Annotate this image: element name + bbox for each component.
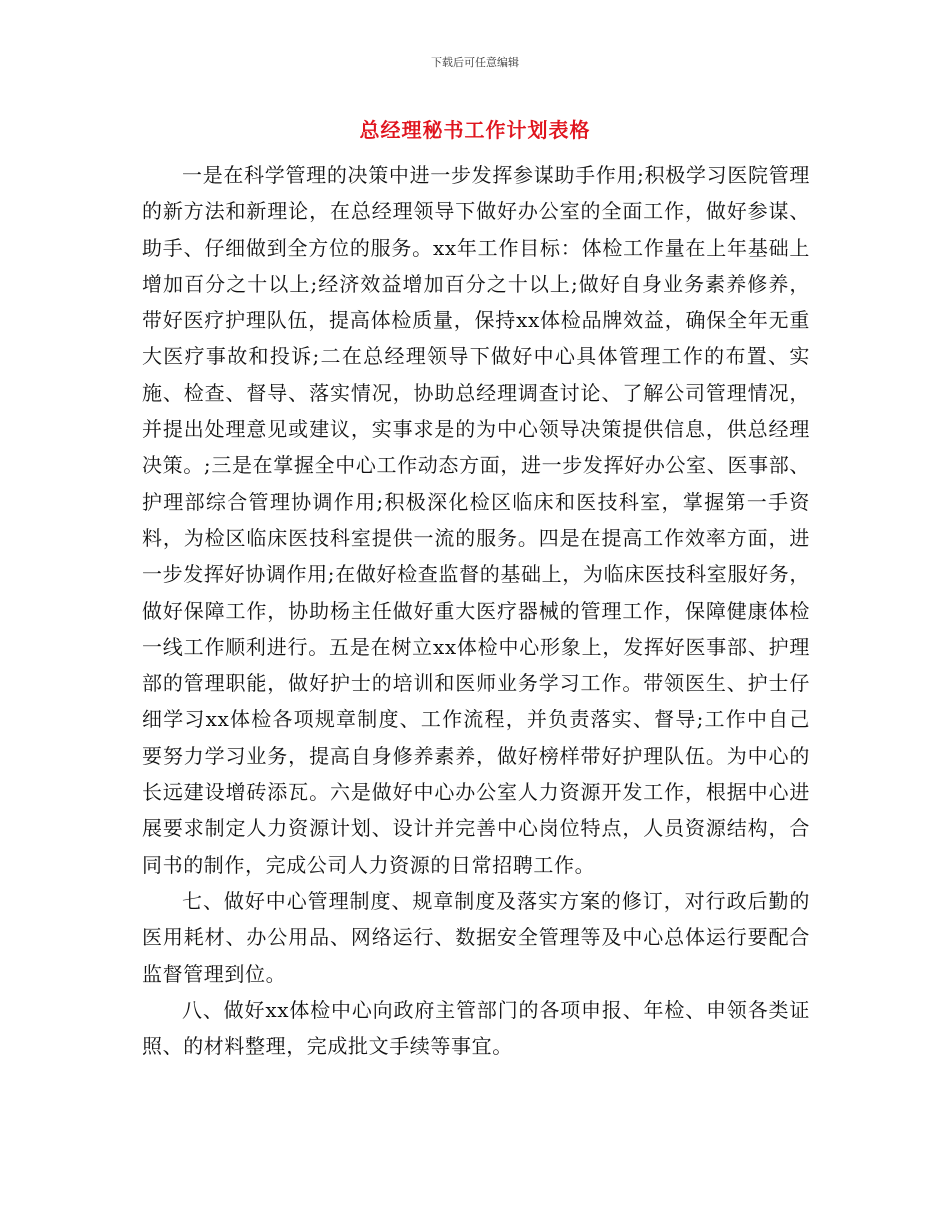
paragraph-3: 八、做好xx体检中心向政府主管部门的各项申报、年检、申领各类证照、的材料整理，完成批文手续等事宜。 — [142, 997, 810, 1059]
document-body — [142, 157, 810, 1064]
document-title: 总经理秘书工作计划表格 — [359, 118, 591, 142]
paragraph-1: 一是在科学管理的决策中进一步发挥参谋助手作用;积极学习医院管理的新方法和新理论，在总经理领导下做好办公室的全面工作，做好参谋、助手、仔细做到全方位的服务。xx年工作目标：体检工作量在上年基础上增加百分之十以上;经济效益增加百分之十以上;做好自身业务素养修养，带好医疗护理队伍，提高体检质量，保持xx体检品牌效益，确保全年无重大医疗事故和投诉;二在总经理领导下做好中心具体管理工作的布置、实施、检查、督导、落实情况，协助总经理调查讨论、了解公司管理情况，并提出处理意见或建议，实事求是的为中心领导决策提供信息，供总经理决策。;三是在掌握全中心工作动态方面，进一步发挥好办公室、医事部、护理部综合管理协调作用;积极深化检区临床和医技科室，掌握第一手资料，为检区临床医技科室提供一流的服务。四是在提高工作效率方面，进一步发挥好协调作用;在做好检查监督的基础上，为临床医技科室服好务，做好保障工作，协助杨主任做好重大医疗器械的管理工作，保障健康体检一线工作顺利进行。五是在树立xx体检中心形象上，发挥好医事部、护理部的管理职能，做好护士的培训和医师业务学习工作。带领医生、护士仔细学习xx体检各项规章制度、工作流程，并负责落实、督导;工作中自己要努力学习业务，提高自身修养素养，做好榜样带好护理队伍。为中心的长远建设增砖添瓦。六是做好中心办公室人力资源开发工作，根据中心进展要求制定人力资源计划、设计并完善中心岗位特点，人员资源结构，合同书的制作，完成公司人力资源的日常招聘工作。 — [142, 163, 810, 877]
header-note: 下载后可任意编辑 — [431, 56, 519, 69]
paragraph-2: 七、做好中心管理制度、规章制度及落实方案的修订，对行政后勤的医用耗材、办公用品、网络运行、数据安全管理等及中心总体运行要配合监督管理到位。 — [142, 888, 810, 986]
